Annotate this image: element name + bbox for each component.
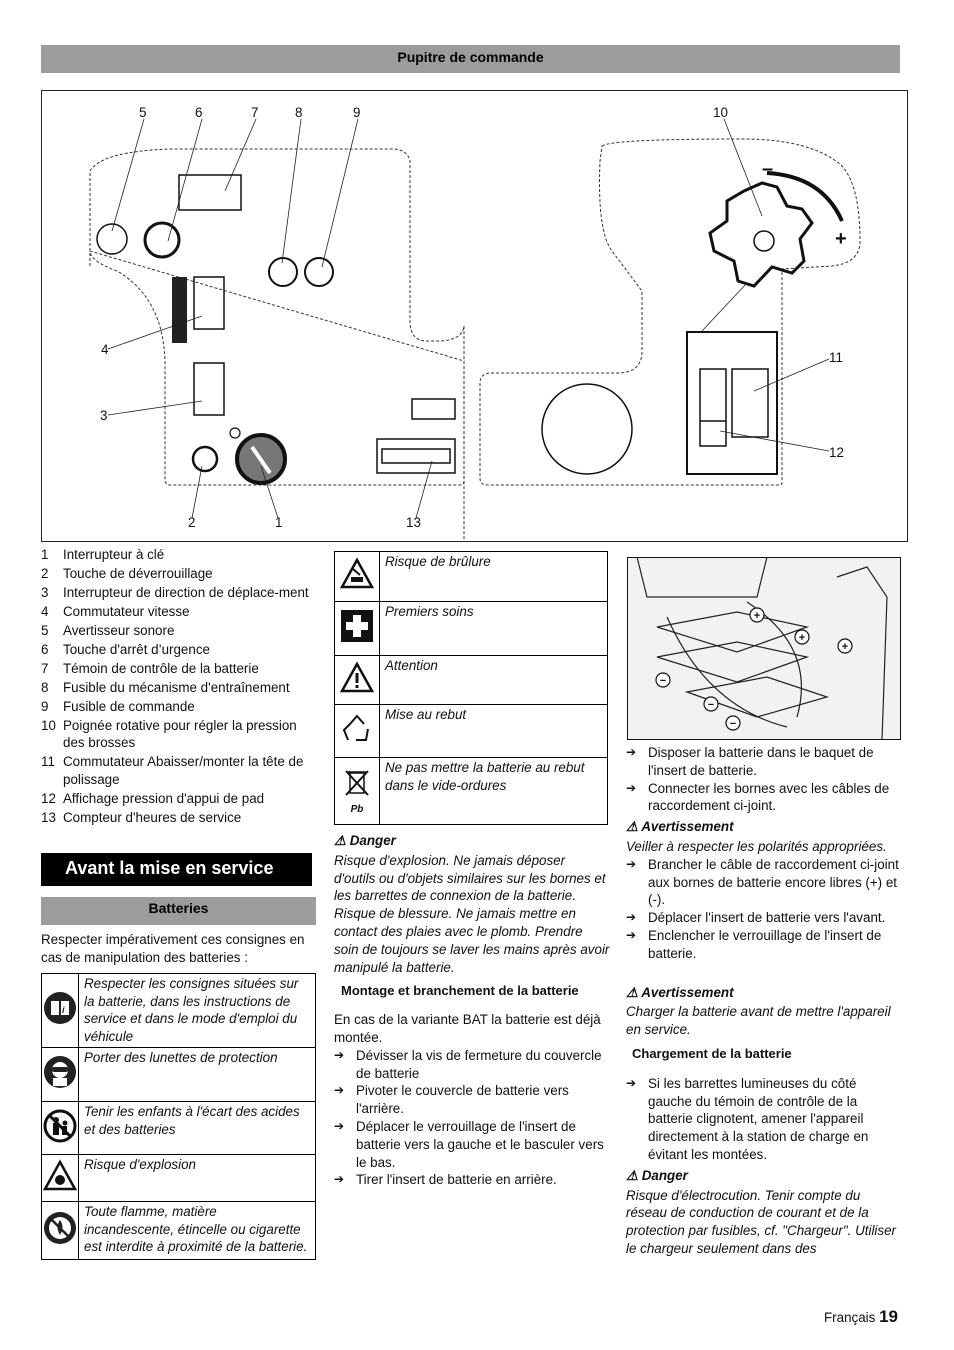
list-item: ➔ Brancher le câble de raccordement ci-joint aux bornes de batterie encore libres (+) et (-). <box>626 856 899 908</box>
no-bin-icon <box>340 767 374 801</box>
list-item: ➔ Disposer la batterie dans le baquet de l'insert de batterie. <box>626 745 874 778</box>
svg-text:+: + <box>798 632 806 644</box>
list-item: ➔ Dévisser la vis de fermeture du couvercle de batterie <box>334 1047 602 1081</box>
mounting-heading: Montage et branchement de la batterie <box>341 983 579 999</box>
right-panel-outline <box>480 139 860 485</box>
explosion-icon <box>43 1159 77 1193</box>
warning-text: Charger la batterie avant de mettre l'appareil en service. <box>626 1004 891 1038</box>
callout-13: 13 <box>406 515 421 530</box>
safety-table-2 <box>334 551 608 825</box>
hour-counter <box>377 439 455 473</box>
header-title: Pupitre de commande <box>397 49 544 65</box>
table-cell: Premiers soins <box>380 602 608 656</box>
table-cell: Tenir les enfants à l'écart des acides et des batteries <box>79 1102 316 1155</box>
danger-heading: ⚠ Danger <box>334 833 396 848</box>
callout-6: 6 <box>195 105 203 120</box>
header-bar <box>41 45 900 73</box>
control-fuse <box>305 258 333 286</box>
warning-icon <box>340 661 374 695</box>
batteries-heading: Batteries <box>41 897 316 925</box>
list-item: 8 Fusible du mécanisme d'entraînement <box>41 679 290 695</box>
table-cell: Mise au rebut <box>380 705 608 758</box>
danger-heading: ⚠ Danger <box>626 1167 688 1183</box>
danger-text: Risque d'électrocution. Tenir compte du réseau de conduction de courant et de la protection par fusibles, cf. "Chargeur". Utiliser le chargeur seulement dans des <box>626 1187 896 1256</box>
charging-heading: Chargement de la batterie <box>632 1045 792 1061</box>
svg-text:−: − <box>729 718 737 730</box>
column-3 <box>626 744 904 1258</box>
variant-note: En cas de la variante BAT la batterie est déjà montée. <box>334 1012 601 1045</box>
battery-photo <box>627 557 901 740</box>
batteries-intro: Respecter impérativement ces consignes en cas de manipulation des batteries : <box>41 932 305 965</box>
direction-switch <box>194 363 224 415</box>
svg-text:−: − <box>659 675 667 687</box>
list-item: 10 Poignée rotative pour régler la pression des brosses <box>41 717 297 751</box>
list-item: ➔ Si les barrettes lumineuses du côté gauche du témoin de contrôle de la batterie clignotent, amener l'appareil directement à la station de charge en évitant les montées. <box>626 1075 869 1162</box>
callout-5: 5 <box>139 105 147 120</box>
table-row <box>335 758 608 825</box>
list-item: 3 Interrupteur de direction de déplace-ment <box>41 584 309 600</box>
callout-12: 12 <box>829 445 844 460</box>
table-row <box>42 974 316 1048</box>
list-item: 7 Témoin de contrôle de la batterie <box>41 660 259 676</box>
callout-8: 8 <box>295 105 303 120</box>
table-row <box>335 656 608 705</box>
svg-text:–: – <box>762 158 774 180</box>
horn-button <box>97 224 127 254</box>
acid-burn-icon <box>340 557 374 591</box>
list-item: ➔ Pivoter le couvercle de batterie vers l'arrière. <box>334 1083 569 1117</box>
danger-text: Risque d'explosion. Ne jamais déposer d'outils ou d'objets similaires sur les bornes et les barrettes de connexion de la batterie. Risque de blessure. Ne jamais mettre en contact des plaies avec le plomb. Prendre soin de toujours se laver les mains après avoir manipulé la batterie. <box>334 852 610 975</box>
list-item: ➔ Déplacer l'insert de batterie vers l'avant. <box>626 910 886 926</box>
emergency-stop-button <box>145 223 179 257</box>
table-row <box>42 1048 316 1102</box>
list-item: 13 Compteur d'heures de service <box>41 810 242 825</box>
footer-language: Français <box>823 1310 876 1325</box>
callout-9: 9 <box>353 105 361 120</box>
list-item: 2 Touche de déverrouillage <box>41 565 213 581</box>
list-item: ➔ Enclencher le verrouillage de l'insert de batterie. <box>626 927 882 961</box>
list-item: 12 Affichage pression d'appui de pad <box>41 791 265 807</box>
svg-text:i: i <box>62 1005 65 1016</box>
no-fire-icon <box>43 1211 77 1245</box>
list-item: 6 Touche d'arrêt d’urgence <box>41 641 210 657</box>
table-row <box>42 1202 316 1260</box>
svg-text:−: − <box>707 699 715 711</box>
list-item: 5 Avertisseur sonore <box>41 622 175 638</box>
list-item: 9 Fusible de commande <box>41 698 195 714</box>
list-item: 1 Interrupteur à clé <box>41 547 165 562</box>
safety-table-1 <box>41 973 316 1260</box>
battery-indicator <box>179 175 241 210</box>
svg-text:+: + <box>835 228 847 250</box>
speed-switch <box>194 277 224 329</box>
page-footer <box>824 1307 898 1327</box>
list-item: ➔ Connecter les bornes avec les câbles de raccordement ci-joint. <box>626 780 890 814</box>
pb-label: Pb <box>350 804 364 816</box>
warning-heading: ⚠ Avertissement <box>626 984 734 1000</box>
svg-text:+: + <box>841 641 849 653</box>
manual-icon <box>43 991 77 1025</box>
table-row <box>42 1155 316 1202</box>
control-panel-diagram <box>41 90 908 542</box>
page-number: 19 <box>879 1307 898 1326</box>
callout-7: 7 <box>251 105 259 120</box>
callout-11: 11 <box>829 350 843 365</box>
table-row <box>335 552 608 602</box>
warning-heading: ⚠ Avertissement <box>626 819 734 835</box>
callout-2: 2 <box>188 515 196 530</box>
table-cell: Porter des lunettes de protection <box>79 1048 316 1102</box>
unlock-button <box>193 447 217 471</box>
callout-3: 3 <box>100 408 108 423</box>
column-2 <box>334 832 610 1189</box>
left-panel-outline <box>90 149 464 541</box>
svg-text:+: + <box>753 610 761 622</box>
table-cell: Attention <box>380 656 608 705</box>
drive-indicator <box>542 384 632 474</box>
table-cell: Risque d'explosion <box>79 1155 316 1202</box>
warning-text: Veiller à respecter les polarités appropriées. <box>626 838 887 854</box>
table-row <box>335 602 608 656</box>
table-cell: Ne pas mettre la batterie au rebut dans le vide-ordures <box>380 758 608 825</box>
section-heading: Avant la mise en service <box>41 853 312 886</box>
table-row <box>335 705 608 758</box>
table-cell: Respecter les consignes situées sur la batterie, dans les instructions de service et dans le mode d'emploi du véhicule <box>79 974 316 1048</box>
table-cell: Risque de brûlure <box>380 552 608 602</box>
panel-drawing <box>42 91 907 541</box>
callout-10: 10 <box>713 105 728 120</box>
first-aid-icon <box>340 609 374 643</box>
list-item: 11 Commutateur Abaisser/monter la tête de polissage <box>41 754 304 788</box>
recycle-icon <box>340 712 374 746</box>
pressure-knob <box>710 183 812 286</box>
goggles-icon <box>43 1055 77 1089</box>
callout-4: 4 <box>101 342 109 357</box>
callout-1: 1 <box>275 515 283 530</box>
no-children-icon <box>43 1109 77 1143</box>
list-item: 4 Commutateur vitesse <box>41 603 190 619</box>
table-cell: Toute flamme, matière incandescente, étincelle ou cigarette est interdite à proximité de la batterie. <box>79 1202 316 1260</box>
legend-list <box>41 546 319 828</box>
drive-fuse <box>269 258 297 286</box>
table-row <box>42 1102 316 1155</box>
list-item: ➔ Tirer l'insert de batterie en arrière. <box>334 1172 557 1188</box>
list-item: ➔ Déplacer le verrouillage de l'insert de batterie vers la gauche et le basculer vers le bas. <box>334 1118 604 1170</box>
